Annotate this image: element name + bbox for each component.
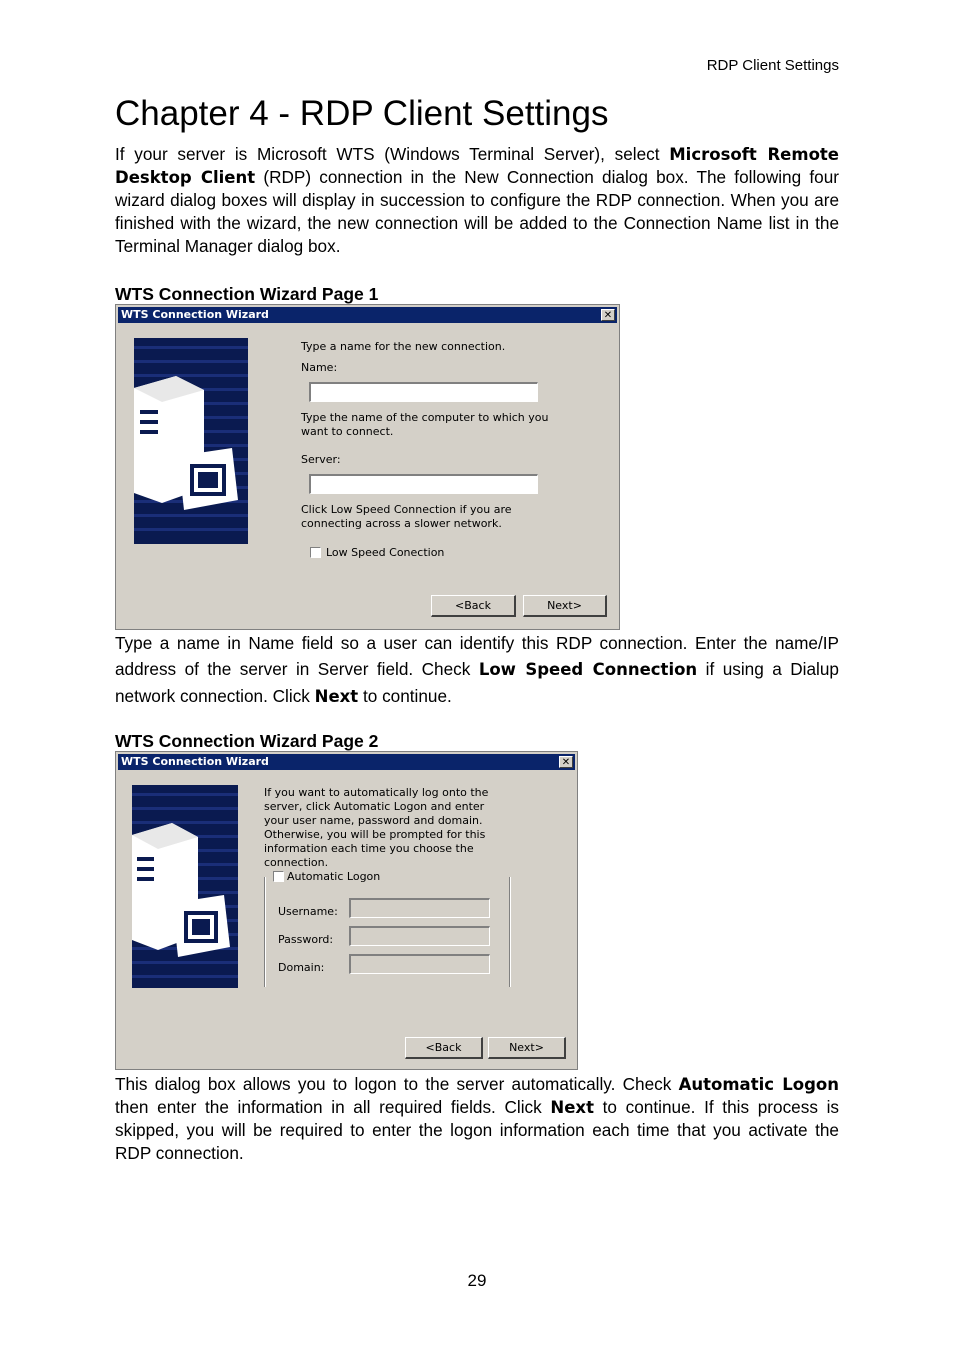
desc2-text-1: This dialog box allows you to logon to the server automatically. Check	[115, 1074, 679, 1094]
desc1-bold-low-speed: Low Speed Connection	[478, 660, 698, 679]
back-button[interactable]: <Back	[405, 1037, 483, 1059]
computer-illustration-icon	[134, 338, 248, 544]
intro-text-1: If your server is Microsoft WTS (Windows Terminal Server), select	[115, 144, 670, 164]
password-input[interactable]	[349, 926, 490, 946]
page-number: 29	[467, 1271, 487, 1290]
auto-logon-checkbox[interactable]	[273, 871, 284, 882]
low-speed-info: Click Low Speed Connection if you are connecting across a slower network.	[301, 503, 512, 530]
auto-logon-label[interactable]: Automatic Logon	[287, 870, 381, 883]
prompt-server: Type the name of the computer to which you want to connect.	[301, 411, 549, 438]
prompt-name: Type a name for the new connection.	[301, 340, 506, 353]
domain-label: Domain:	[278, 961, 325, 974]
page2-description	[115, 1073, 839, 1165]
wizard-illustration	[132, 785, 238, 988]
wizard-dialog-page2	[115, 751, 578, 1070]
desc2-text-3: to continue. If this process is skipped, you will be required to enter the logon information each time that you activate the RDP connection.	[115, 1097, 839, 1163]
intro-paragraph	[115, 143, 839, 258]
running-head: RDP Client Settings	[706, 57, 839, 74]
label-name: Name:	[301, 361, 338, 374]
group-border-left	[264, 877, 265, 987]
desc1-bold-next: Next	[314, 687, 359, 706]
username-label: Username:	[278, 905, 338, 918]
desc2-text-2: then enter the information in all required fields. Click	[115, 1097, 551, 1117]
low-speed-checkbox[interactable]	[310, 547, 321, 558]
desc1-text-2: if using a Dialup network connection. Click	[115, 659, 839, 706]
dialog-title: WTS Connection Wizard	[121, 755, 269, 768]
wizard-dialog-page1	[115, 304, 620, 630]
computer-illustration-icon	[132, 785, 238, 988]
next-button[interactable]: Next>	[488, 1037, 566, 1059]
server-input[interactable]	[309, 474, 538, 494]
username-input[interactable]	[349, 898, 490, 918]
auto-logon-info: If you want to automatically log onto the server, click Automatic Logon and enter your user name, password and domain. Otherwise, you will be prompted for this information each time you choose the connection.	[264, 786, 489, 869]
page1-description	[115, 630, 839, 710]
name-input[interactable]	[309, 382, 538, 402]
dialog-titlebar	[118, 754, 575, 770]
chapter-title: Chapter 4 - RDP Client Settings	[115, 94, 609, 133]
next-button[interactable]: Next>	[523, 595, 607, 617]
section-heading-page2: WTS Connection Wizard Page 2	[115, 731, 379, 751]
close-button[interactable]: ✕	[559, 756, 573, 768]
label-server: Server:	[301, 453, 341, 466]
password-label: Password:	[278, 933, 334, 946]
wizard-illustration	[134, 338, 248, 544]
dialog-title: WTS Connection Wizard	[121, 308, 269, 321]
section-heading-page1: WTS Connection Wizard Page 1	[115, 284, 379, 304]
desc2-bold-next: Next	[550, 1098, 594, 1117]
domain-input[interactable]	[349, 954, 490, 974]
intro-text-2: (RDP) connection in the New Connection dialog box. The following four wizard dialog boxes will display in succession to configure the RDP connection. When you are finished with the wizard, the new connection will be added to the Connection Name list in the Terminal Manager dialog box.	[115, 167, 839, 256]
desc1-text-3: to continue.	[358, 686, 452, 706]
dialog-titlebar	[118, 307, 617, 323]
desc1-text-1: Type a name in Name field so a user can identify this RDP connection. Enter the name/IP address of the server in Server field. Check	[115, 633, 839, 679]
low-speed-label[interactable]: Low Speed Conection	[326, 546, 445, 559]
back-button[interactable]: <Back	[431, 595, 516, 617]
close-button[interactable]: ✕	[601, 309, 615, 321]
desc2-bold-auto-logon: Automatic Logon	[678, 1075, 839, 1094]
intro-bold-microsoft-rdc: Microsoft Remote Desktop Client	[115, 145, 839, 187]
group-border-right	[509, 877, 510, 987]
